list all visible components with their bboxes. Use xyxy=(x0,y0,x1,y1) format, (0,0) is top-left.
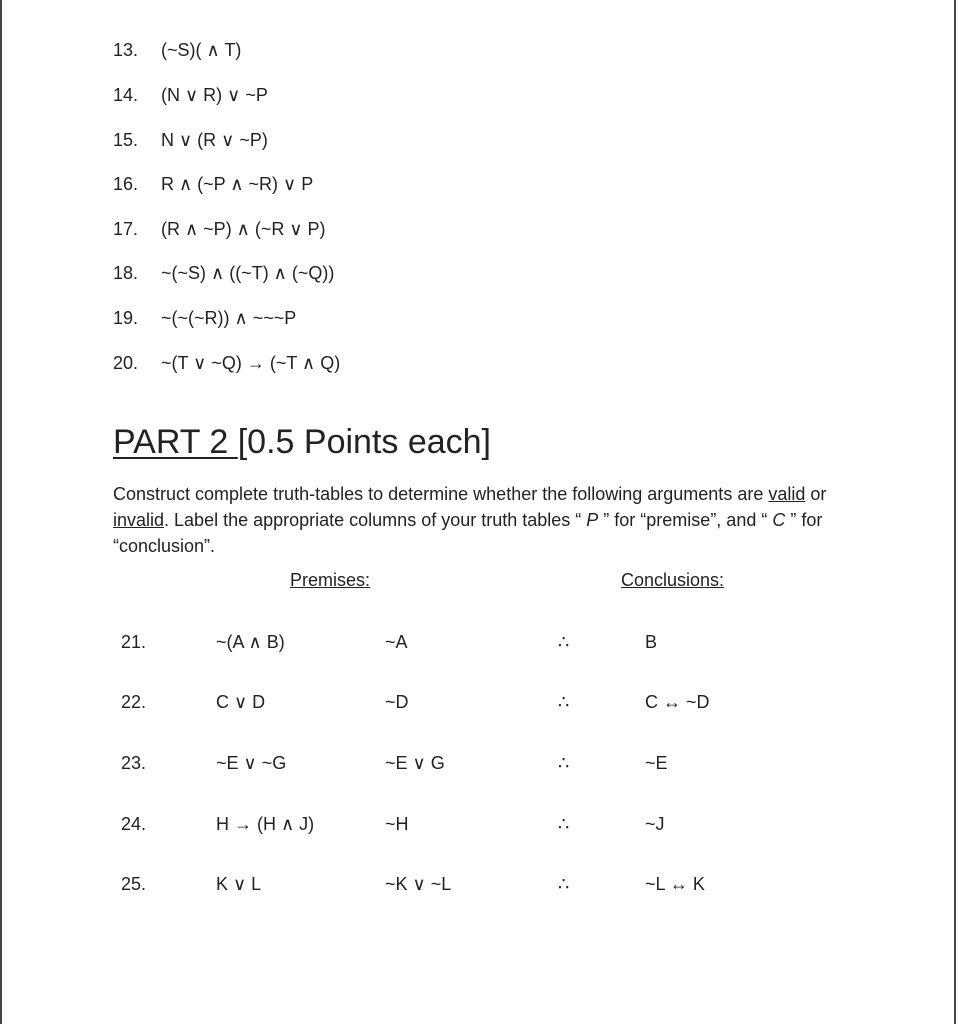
item-expression: ~(~(~R)) ∧ ~~~P xyxy=(161,308,297,328)
argument-row xyxy=(0,689,958,715)
instr-text: ” for “premise”, and “ xyxy=(598,510,773,530)
instr-text: or xyxy=(805,484,827,504)
instr-valid: valid xyxy=(768,484,806,504)
argument-number: 23. xyxy=(121,753,147,773)
argument-row xyxy=(0,629,958,655)
item-number: 15. xyxy=(113,130,139,150)
premise-2: ~H xyxy=(385,814,409,834)
argument-row xyxy=(0,750,958,776)
item-expression: N ∨ (R ∨ ~P) xyxy=(161,130,268,150)
item-expression: ~(~S) ∧ ((~T) ∧ (~Q)) xyxy=(161,263,335,283)
item-expression: (R ∧ ~P) ∧ (~R ∨ P) xyxy=(161,219,326,239)
item-number: 16. xyxy=(113,174,139,194)
premise-2: ~E ∨ G xyxy=(385,753,445,773)
therefore-symbol: ∴ xyxy=(558,814,570,834)
item-number: 19. xyxy=(113,308,139,328)
conclusion: ~J xyxy=(645,814,665,834)
instr-text: Construct complete truth-tables to determine whether the following arguments are xyxy=(113,484,769,504)
conclusion: B xyxy=(645,632,658,652)
argument-row xyxy=(0,871,958,897)
premise-1: K ∨ L xyxy=(216,874,262,894)
conclusion: ~E xyxy=(645,753,668,773)
premises-header: Premises: xyxy=(290,570,371,590)
part2-heading-points: [0.5 Points each] xyxy=(237,423,492,461)
therefore-symbol: ∴ xyxy=(558,632,570,652)
item-expression: (~S)( ∧ T) xyxy=(161,40,242,60)
therefore-symbol: ∴ xyxy=(558,753,570,773)
item-number: 14. xyxy=(113,85,139,105)
argument-row xyxy=(0,811,958,837)
premise-2: ~A xyxy=(385,632,408,652)
argument-number: 21. xyxy=(121,632,147,652)
argument-number: 24. xyxy=(121,814,147,834)
instr-invalid: invalid xyxy=(113,510,165,530)
item-number: 18. xyxy=(113,263,139,283)
therefore-symbol: ∴ xyxy=(558,874,570,894)
conclusion: ~L ↔ K xyxy=(645,874,705,894)
premise-1: ~E ∨ ~G xyxy=(216,753,287,773)
premise-1: C ∨ D xyxy=(216,692,266,712)
conclusion: C ↔ ~D xyxy=(645,692,710,712)
conclusions-header: Conclusions: xyxy=(621,570,725,590)
premise-2: ~D xyxy=(385,692,409,712)
premise-2: ~K ∨ ~L xyxy=(385,874,452,894)
item-number: 20. xyxy=(113,353,139,373)
premise-1: ~(A ∧ B) xyxy=(216,632,285,652)
item-expression: ~(T ∨ ~Q) → (~T ∧ Q) xyxy=(161,353,341,373)
item-expression: (N ∨ R) ∨ ~P xyxy=(161,85,268,105)
item-number: 13. xyxy=(113,40,139,60)
premise-1: H → (H ∧ J) xyxy=(216,814,315,834)
argument-number: 25. xyxy=(121,874,147,894)
argument-number: 22. xyxy=(121,692,147,712)
instr-text: . Label the appropriate columns of your truth tables “ xyxy=(164,510,587,530)
instr-p: P xyxy=(586,510,599,530)
part2-heading xyxy=(113,420,491,464)
part2-instructions xyxy=(113,481,853,559)
instr-text: ” for “conclusion”. xyxy=(113,510,823,556)
part2-heading-label: PART 2 xyxy=(113,423,238,461)
instr-c: C xyxy=(772,510,786,530)
item-expression: R ∧ (~P ∧ ~R) ∨ P xyxy=(161,174,314,194)
item-number: 17. xyxy=(113,219,139,239)
therefore-symbol: ∴ xyxy=(558,692,570,712)
